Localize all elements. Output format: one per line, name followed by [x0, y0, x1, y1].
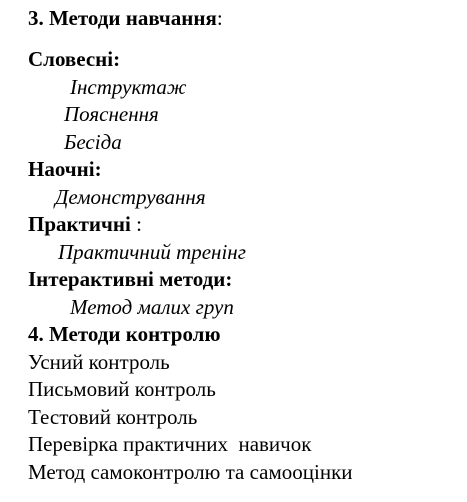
verbal-method-item: Бесіда	[64, 130, 122, 154]
control-method-item: Письмовий контроль	[28, 377, 216, 401]
section-4-heading: 4. Методи контролю	[28, 322, 221, 346]
control-method-item: Усний контроль	[28, 350, 170, 374]
practical-methods-title-colon: :	[130, 212, 142, 236]
practical-method-item: Практичний тренінг	[58, 240, 246, 264]
verbal-method-item: Пояснення	[64, 102, 159, 126]
interactive-methods-title: Інтерактивні методи:	[28, 267, 233, 291]
interactive-method-item: Метод малих груп	[70, 295, 234, 319]
practical-methods-title	[28, 212, 142, 236]
verbal-methods-title: Словесні:	[28, 47, 121, 71]
control-method-item: Перевірка практичних навичок	[28, 432, 312, 456]
section-3-heading-colon: :	[216, 6, 223, 30]
practical-methods-title-text: Практичні	[28, 212, 131, 236]
section-3-heading-text: 3. Методи навчання	[28, 6, 217, 30]
control-method-item: Метод самоконтролю та самооцінки	[28, 460, 353, 484]
section-3-heading	[28, 6, 223, 30]
verbal-method-item: Інструктаж	[70, 75, 187, 99]
visual-methods-title: Наочні:	[28, 157, 102, 181]
visual-method-item: Демонстрування	[55, 185, 206, 209]
control-method-item: Тестовий контроль	[28, 405, 198, 429]
